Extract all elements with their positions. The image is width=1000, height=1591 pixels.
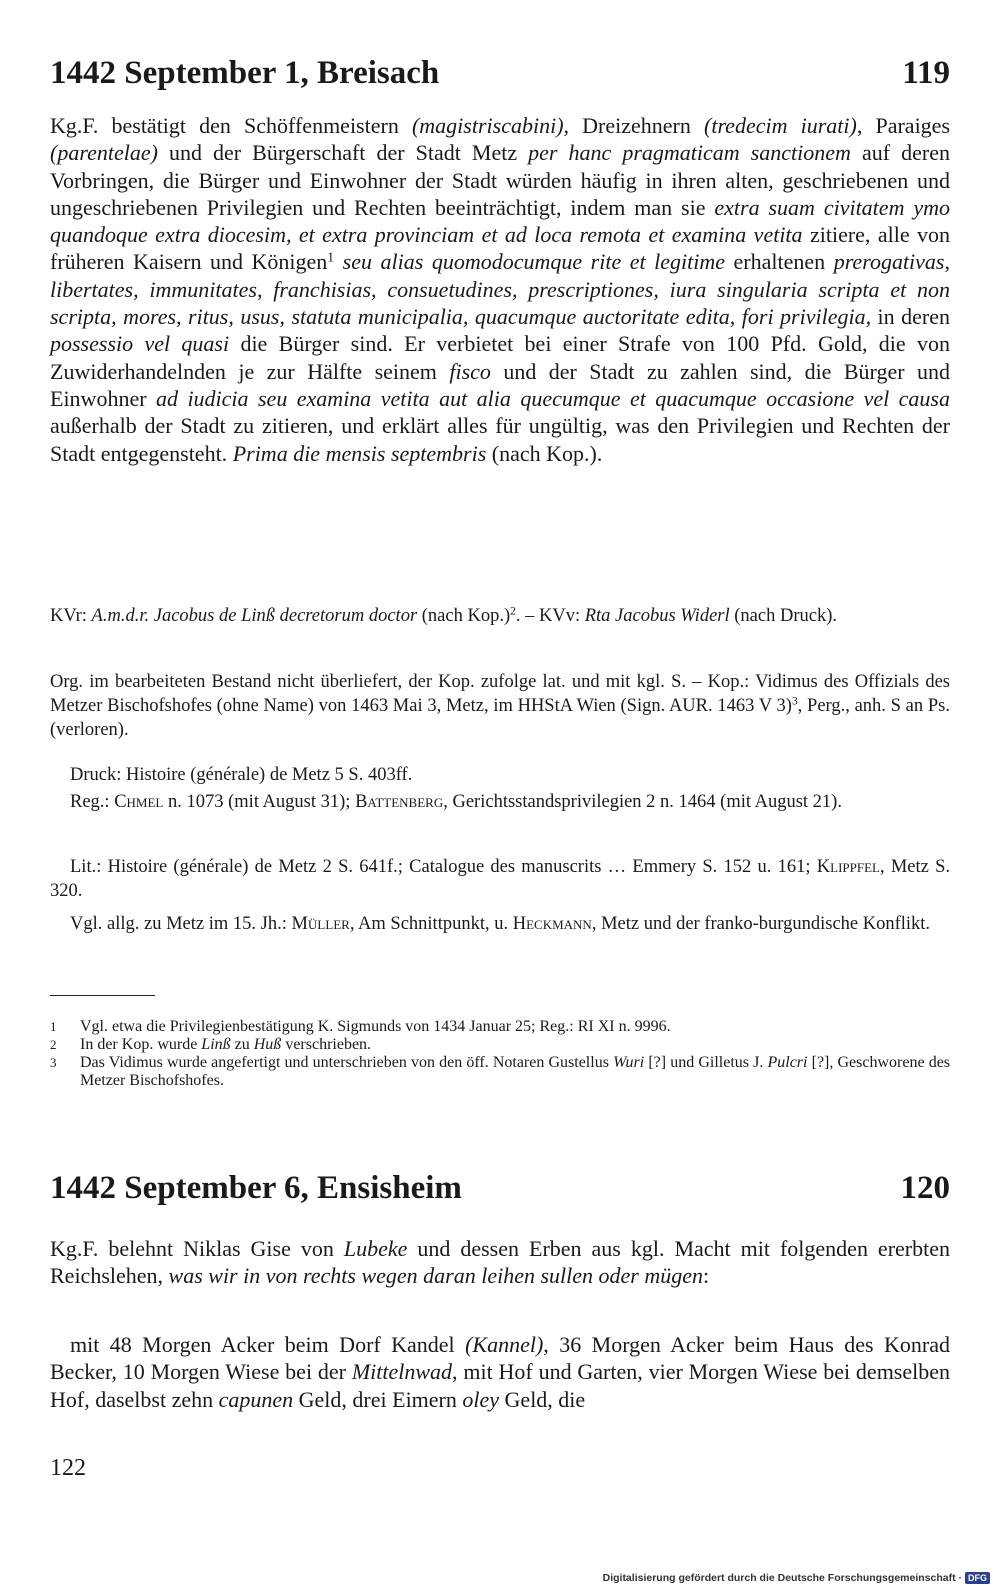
- text: , mit Hof und Garten, vier Morgen Wiese bei demselben Hof, daselbst zehn: [50, 1359, 951, 1412]
- text: und der Stadt zu zahlen sind, die Bürger und Einwohner: [50, 358, 951, 411]
- author-name: Klippfel: [816, 857, 880, 877]
- text: außerhalb der Stadt zu zitieren, und erklärt alles für ungültig, was den Privilegien und Rechten der Stadt entgegensteht.: [50, 413, 950, 466]
- footnote-mark: 3: [50, 1055, 57, 1070]
- text: , Perg., anh. S an Ps. (verloren).: [50, 696, 950, 740]
- latin-term: possessio vel quasi: [50, 331, 230, 357]
- text: , Metz S. 320.: [50, 857, 950, 901]
- latin-term: (parentelae): [50, 140, 158, 166]
- entry-header-119: [50, 55, 950, 92]
- footnote-ref[interactable]: 2: [510, 605, 516, 618]
- footnotes: [50, 1018, 950, 1090]
- quoted-text: oley: [462, 1386, 500, 1412]
- text: und der Bürgerschaft der Stadt Metz: [157, 140, 529, 166]
- latin-term: A.m.d.r. Jacobus de Linß decretorum doctor: [91, 606, 418, 626]
- footnote-text: [80, 1036, 950, 1054]
- text: (nach Druck).: [729, 606, 837, 626]
- entry-summary: [50, 112, 950, 467]
- text: Org. im bearbeiteten Bestand nicht überliefert, der Kop. zufolge lat. und mit kgl. S. – Kop.: Vidimus des Offizials des Metzer Bischofshofes (ohne Name) von 1463 Mai 3, Metz, im HHStA Wien (Sign. AUR. 1463 V 3): [50, 672, 950, 716]
- latin-term: extra suam civitatem ymo quandoque extra diocesim, et extra provinciam et ad loca remota et examina vetita: [50, 194, 950, 248]
- regest-note: [50, 790, 950, 814]
- footnote-mark: 1: [50, 1019, 57, 1034]
- footnote-divider: [50, 995, 155, 996]
- text: auf deren Vorbringen, die Bürger und Einwohner der Stadt würden häufig in ihren alten, geschriebenen und ungeschriebenen Privilegien und Rechten beeinträchtigt, indem man sie: [50, 140, 950, 220]
- text: , Dreizehnern: [563, 113, 704, 138]
- entry-header-120: [50, 1170, 950, 1207]
- place-name: Mittelnwad: [351, 1359, 453, 1385]
- latin-term: (magistriscabini): [411, 113, 564, 138]
- text: Kg.F. belehnt Niklas Gise von: [50, 1236, 344, 1261]
- text: Kg.F. bestätigt den Schöffenmeistern: [50, 113, 412, 138]
- latin-term: per hanc pragmaticam sanctionem: [528, 140, 851, 166]
- text: Das Vidimus wurde angefertigt und unterschrieben von den öff. Notaren Gustellus: [80, 1054, 614, 1071]
- latin-term: prerogativas, libertates, immunitates, franchisias, consuetudines, prescriptiones, iura singularia scripta et non scripta, mores, ritus, usus, statuta municipalia, quacumque auctoritate edita, fori privilegia,: [50, 249, 950, 330]
- latin-term: Huß: [253, 1036, 282, 1053]
- literature-note: [50, 855, 950, 903]
- latin-term: Linß: [201, 1036, 231, 1053]
- text: , 36 Morgen Acker beim Haus des Konrad Becker, 10 Morgen Wiese bei der: [50, 1332, 950, 1385]
- entry-summary: [50, 1235, 950, 1290]
- text: die Bürger sind. Er verbietet bei einer Strafe von 100 Pfd. Gold, die von Zuwiderhandelnden je zur Hälfte seinem: [50, 331, 950, 384]
- footnote-ref[interactable]: 1: [327, 249, 335, 265]
- text: , Metz und der franko-burgundische Konflikt.: [591, 914, 931, 934]
- text: mit 48 Morgen Acker beim Dorf Kandel: [70, 1332, 466, 1357]
- text: Reg.:: [70, 792, 115, 812]
- text: , Gerichtsstandsprivilegien 2 n. 1464 (mit August 21).: [443, 792, 842, 812]
- text: [?] und Gilletus J.: [644, 1054, 768, 1071]
- fief-list: [50, 1331, 950, 1413]
- page-number: 122: [50, 1455, 86, 1481]
- text: erhaltenen: [725, 249, 834, 275]
- quoted-text: capunen: [218, 1386, 294, 1412]
- latin-term: Rta Jacobus Widerl: [584, 606, 730, 626]
- text: zitiere, alle von früheren Kaisern und Königen: [50, 222, 950, 275]
- author-name: Müller: [291, 914, 350, 934]
- original-note: [50, 670, 950, 742]
- print-note: Druck: Histoire (générale) de Metz 5 S. 403ff.: [70, 765, 413, 785]
- text: Vgl. allg. zu Metz im 15. Jh.:: [70, 914, 292, 934]
- dfg-logo-icon: DFG: [965, 1572, 990, 1584]
- text: zu: [230, 1036, 254, 1053]
- author-name: Heckmann: [512, 914, 592, 934]
- text: n. 1073 (mit August 31);: [163, 792, 356, 812]
- funding-text: Digitalisierung gefördert durch die Deutsche Forschungsgemeinschaft ·: [602, 1572, 962, 1584]
- entry-title: 1442 September 1, Breisach: [50, 55, 440, 91]
- text: Geld, die: [499, 1386, 586, 1412]
- author-name: Chmel: [114, 792, 164, 812]
- funding-footer: [603, 1572, 990, 1584]
- entry-number: 120: [900, 1170, 950, 1206]
- text: :: [703, 1263, 710, 1289]
- place-name: Lubeke: [343, 1236, 408, 1261]
- text: Geld, drei Eimern: [293, 1386, 463, 1412]
- text: . – KVv:: [515, 606, 585, 626]
- text: (nach Kop.).: [486, 440, 603, 466]
- text: [?], Geschworene des Metzer Bischofshofes.: [80, 1054, 951, 1089]
- entry-number: 119: [902, 55, 950, 91]
- latin-term: fisco: [449, 358, 491, 384]
- text: (nach Kop.): [417, 606, 511, 626]
- author-name: Battenberg: [355, 792, 444, 812]
- text: KVr:: [50, 606, 92, 626]
- latin-term: Pulcri: [767, 1054, 808, 1071]
- footnote-text: Vgl. etwa die Privilegienbestätigung K. Sigmunds von 1434 Januar 25; Reg.: RI XI n. 9996.: [80, 1018, 671, 1035]
- latin-term: (tredecim iurati): [704, 113, 857, 138]
- quoted-text: was wir in von rechts wegen daran leihen sullen oder mügen: [168, 1263, 703, 1289]
- footnote-mark: 2: [50, 1037, 57, 1052]
- compare-note: [50, 912, 950, 936]
- kvr-note: [50, 604, 950, 628]
- text: In der Kop. wurde: [80, 1036, 202, 1053]
- footnote: [50, 1018, 950, 1036]
- text: [334, 249, 343, 274]
- text: und dessen Erben aus kgl. Macht mit folgenden ererbten Reichslehen,: [50, 1236, 950, 1289]
- place-name: (Kannel): [465, 1332, 544, 1357]
- text: in deren: [871, 304, 950, 330]
- text: Lit.: Histoire (générale) de Metz 2 S. 641f.; Catalogue des manuscrits … Emmery S. 152 u. 161;: [70, 857, 817, 877]
- footnote-ref[interactable]: 3: [791, 695, 798, 708]
- text: verschrieben.: [281, 1036, 372, 1053]
- footnote-text: [80, 1054, 950, 1090]
- footnote: [50, 1036, 950, 1054]
- text: , Am Schnittpunkt, u.: [349, 914, 513, 934]
- latin-term: seu alias quomodocumque rite et legitime: [342, 249, 726, 275]
- latin-term: Wuri: [613, 1054, 645, 1071]
- text: , Paraiges: [856, 113, 951, 138]
- latin-term: ad iudicia seu examina vetita aut alia quecumque et quacumque occasione vel causa: [155, 385, 950, 411]
- footnote: [50, 1054, 950, 1090]
- latin-term: Prima die mensis septembris: [232, 440, 487, 466]
- entry-title: 1442 September 6, Ensisheim: [50, 1170, 462, 1206]
